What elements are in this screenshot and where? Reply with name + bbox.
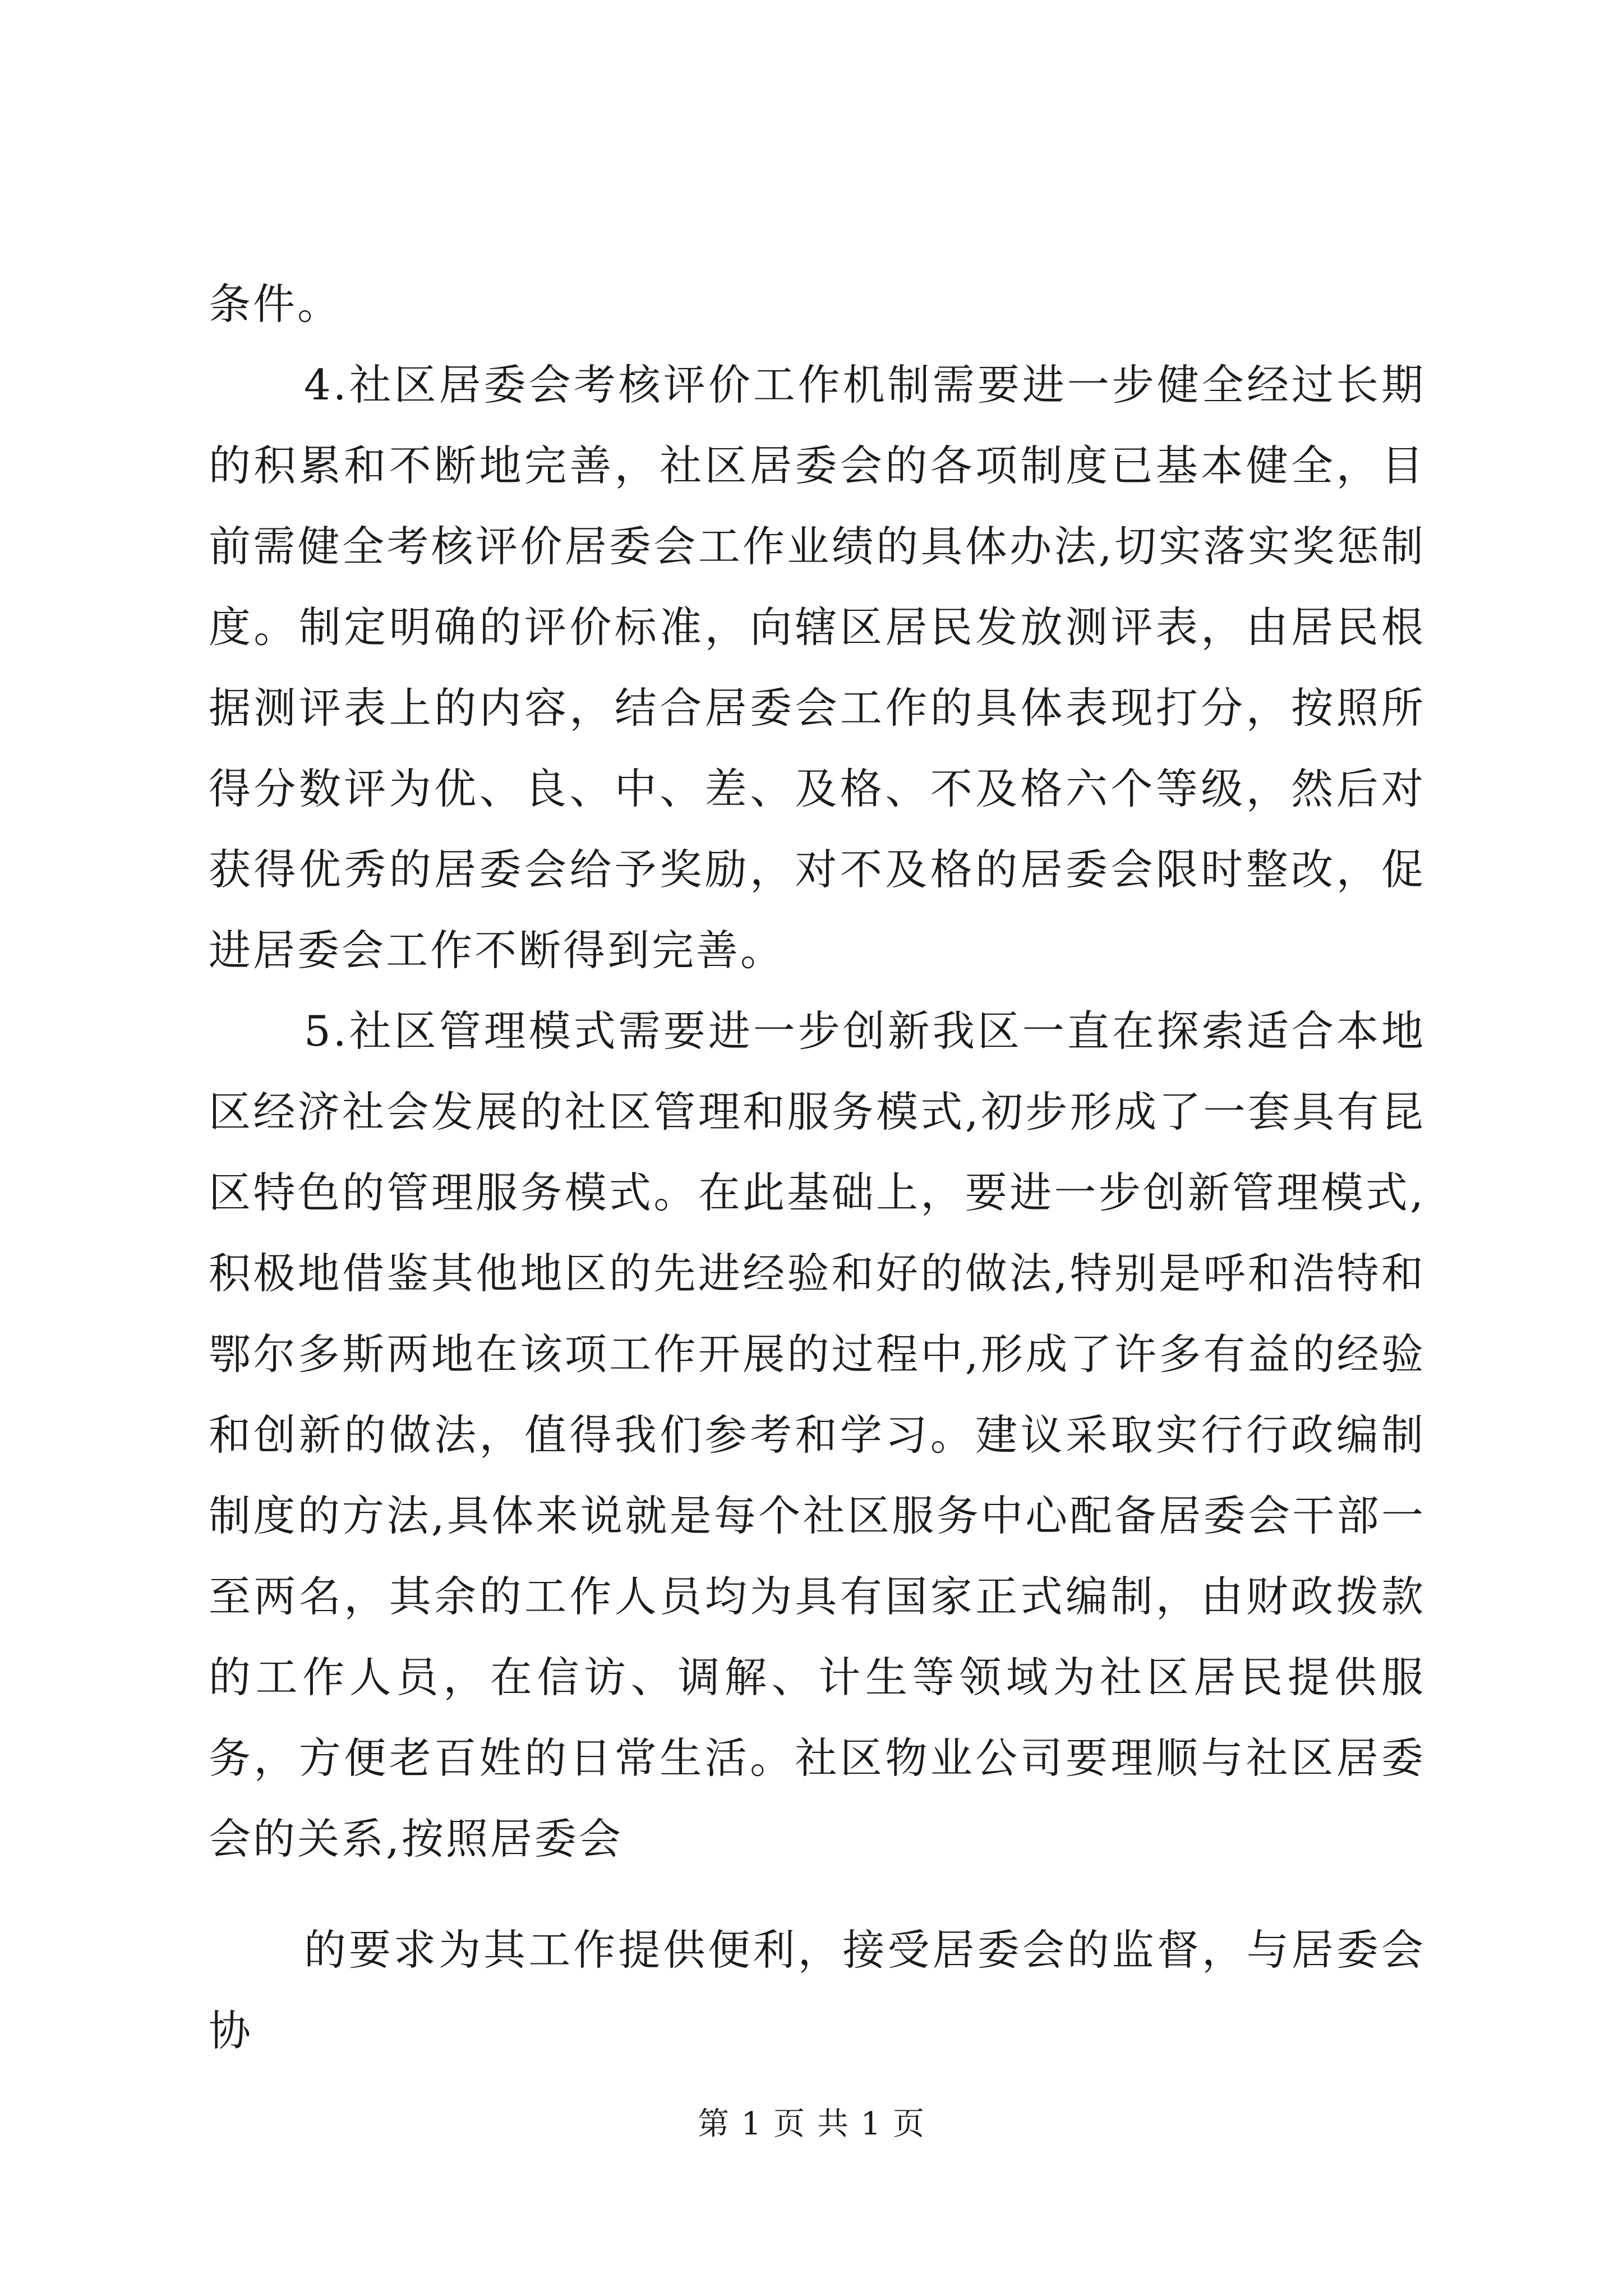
page-footer: 第 1 页 共 1 页 [697, 2106, 926, 2142]
paragraph-item-4: 4.社区居委会考核评价工作机制需要进一步健全经过长期的积累和不断地完善，社区居委会的各项制度已基本健全，目前需健全考核评价居委会工作业绩的具体办法,切实落实奖惩制度。制定明确的评价标准，向辖区居民发放测评表，由居民根据测评表上的内容，结合居委会工作的具体表现打分，按照所得分数评为优、良、中、差、及格、不及格六个等级，然后对获得优秀的居委会给予奖励，对不及格的居委会限时整改，促进居委会工作不断得到完善。 [209, 360, 1426, 975]
paragraph-item-5: 5.社区管理模式需要进一步创新我区一直在探索适合本地区经济社会发展的社区管理和服务模式,初步形成了一套具有昆区特色的管理服务模式。在此基础上，要进一步创新管理模式,积极地借鉴其他地区的先进经验和好的做法,特别是呼和浩特和鄂尔多斯两地在该项工作开展的过程中,形成了许多有益的经验和创新的做法，值得我们参考和学习。建议采取实行行政编制制度的方法,具体来说就是每个社区服务中心配备居委会干部一至两名，其余的工作人员均为具有国家正式编制，由财政拨款的工作人员，在信访、调解、计生等领域为社区居民提供服务，方便老百姓的日常生活。社区物业公司要理顺与社区居委会的关系,按照居委会 [209, 1006, 1426, 1864]
document-body [209, 264, 1426, 2071]
paragraph-continuation-end: 的要求为其工作提供便利，接受居委会的监督，与居委会协 [209, 1925, 1426, 2055]
paragraph-continuation: 条件。 [209, 279, 342, 329]
